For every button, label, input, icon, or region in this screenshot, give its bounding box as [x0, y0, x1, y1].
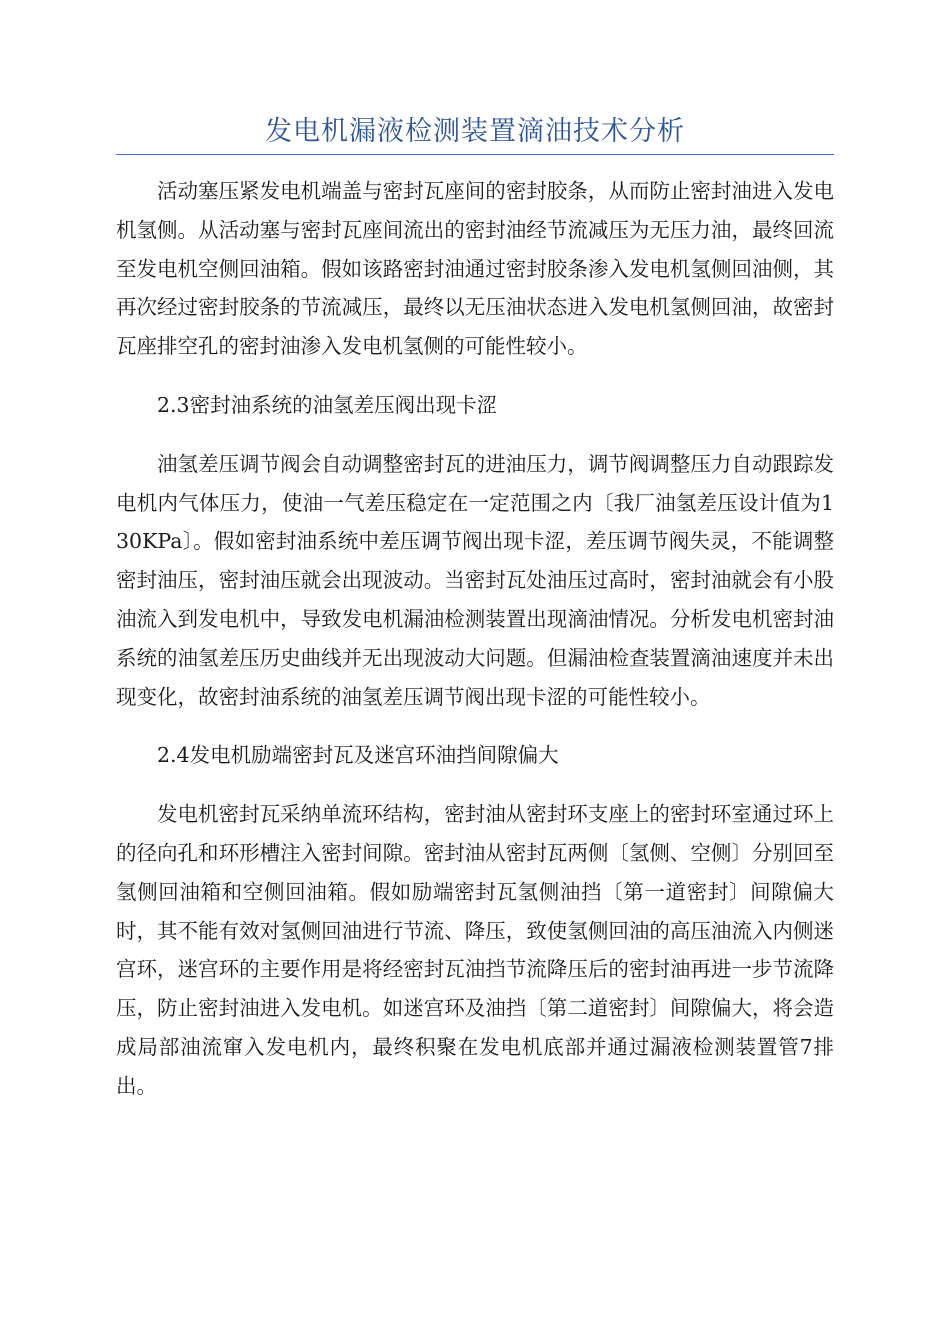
spacer — [116, 716, 834, 736]
paragraph-2: 油氢差压调节阀会自动调整密封瓦的进油压力，调节阀调整压力自动跟踪发电机内气体压力，使油一气差压稳定在一定范围之内〔我厂油氢差压设计值为130KPa〕。假如密封油系统中差压调节阀出现卡涩，差压调节阀失灵，不能调整密封油压，密封油压就会出现波动。当密封瓦处油压过高时，密封油就会有小股油流入到发电机中，导致发电机漏油检测装置出现滴油情况。分析发电机密封油系统的油氢差压历史曲线并无出现波动大问题。但漏油检查装置滴油速度并未出现变化，故密封油系统的油氢差压调节阀出现卡涩的可能性较小。 — [116, 451, 834, 709]
section-heading-2-4: 2.4发电机励端密封瓦及迷宫环油挡间隙偏大 — [157, 743, 559, 768]
title-underline — [116, 154, 834, 155]
paragraph-3: 发电机密封瓦采纳单流环结构，密封油从密封环支座上的密封环室通过环上的径向孔和环形槽注入密封间隙。密封油从密封瓦两侧〔氢侧、空侧〕分别回至氢侧回油箱和空侧回油箱。假如励端密封瓦氢侧油挡〔第一道密封〕间隙偏大时，其不能有效对氢侧回油进行节流、降压，致使氢侧回油的高压油流入内侧迷宫环，迷宫环的主要作用是将经密封瓦油挡节流降压后的密封油再进一步节流降压，防止密封油进入发电机。如迷宫环及油挡〔第二道密封〕间隙偏大，将会造成局部油流窜入发电机内，最终积聚在发电机底部并通过漏液检测装置管7排出。 — [116, 802, 834, 1098]
section-heading-2-3: 2.3密封油系统的油氢差压阀出现卡涩 — [157, 392, 498, 417]
document-body — [116, 172, 834, 1106]
spacer — [116, 775, 834, 795]
document-title: 发电机漏液检测装置滴油技术分析 — [265, 116, 685, 147]
spacer — [116, 366, 834, 386]
paragraph-1: 活动塞压紧发电机端盖与密封瓦座间的密封胶条，从而防止密封油进入发电机氢侧。从活动塞与密封瓦座间流出的密封油经节流减压为无压力油，最终回流至发电机空侧回油箱。假如该路密封油通过密封胶条渗入发电机氢侧回油侧，其再次经过密封胶条的节流减压，最终以无压油状态进入发电机氢侧回油，故密封瓦座排空孔的密封油渗入发电机氢侧的可能性较小。 — [116, 179, 834, 359]
spacer — [116, 425, 834, 445]
